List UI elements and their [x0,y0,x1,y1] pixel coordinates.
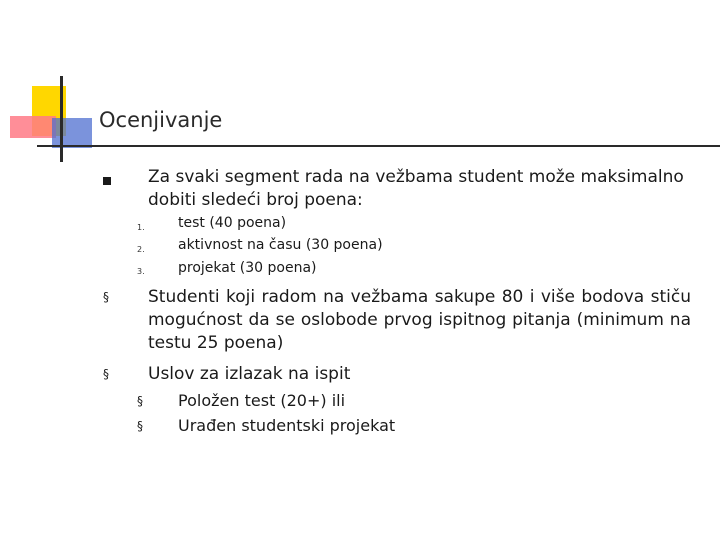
list-number-3: 3. [137,267,145,276]
list-item-3: projekat (30 poena) [178,260,317,276]
logo-vertical-line [60,76,63,162]
logo-blue-block [52,118,92,148]
list-item-1: test (40 poena) [178,215,287,231]
sub-item-2: Urađen studentski projekat [178,416,396,435]
bullet-square-icon [103,177,111,185]
logo-red-bar [10,116,56,138]
bullet-section-icon: § [103,290,109,304]
bullet-text-1: Za svaki segment rada na vežbama student može maksimalno dobiti sledeći broj poena: [148,167,684,210]
sub-bullet-section-icon: § [137,419,143,433]
bullet-text-2: Studenti koji radom na vežbama sakupe 80 i više bodova stiču mogućnost da se oslobode prvog ispitnog pitanja (minimum na testu 25 poena) [148,287,691,353]
bullet-text-3: Uslov za izlazak na ispit [148,364,351,384]
slide-title: Ocenjivanje [99,108,223,132]
sub-item-1: Položen test (20+) ili [178,391,346,410]
bullet-section-icon: § [103,367,109,381]
list-number-2: 2. [137,245,145,254]
sub-bullet-section-icon: § [137,394,143,408]
title-divider [37,145,720,147]
list-number-1: 1. [137,223,145,232]
list-item-2: aktivnost na času (30 poena) [178,237,383,253]
